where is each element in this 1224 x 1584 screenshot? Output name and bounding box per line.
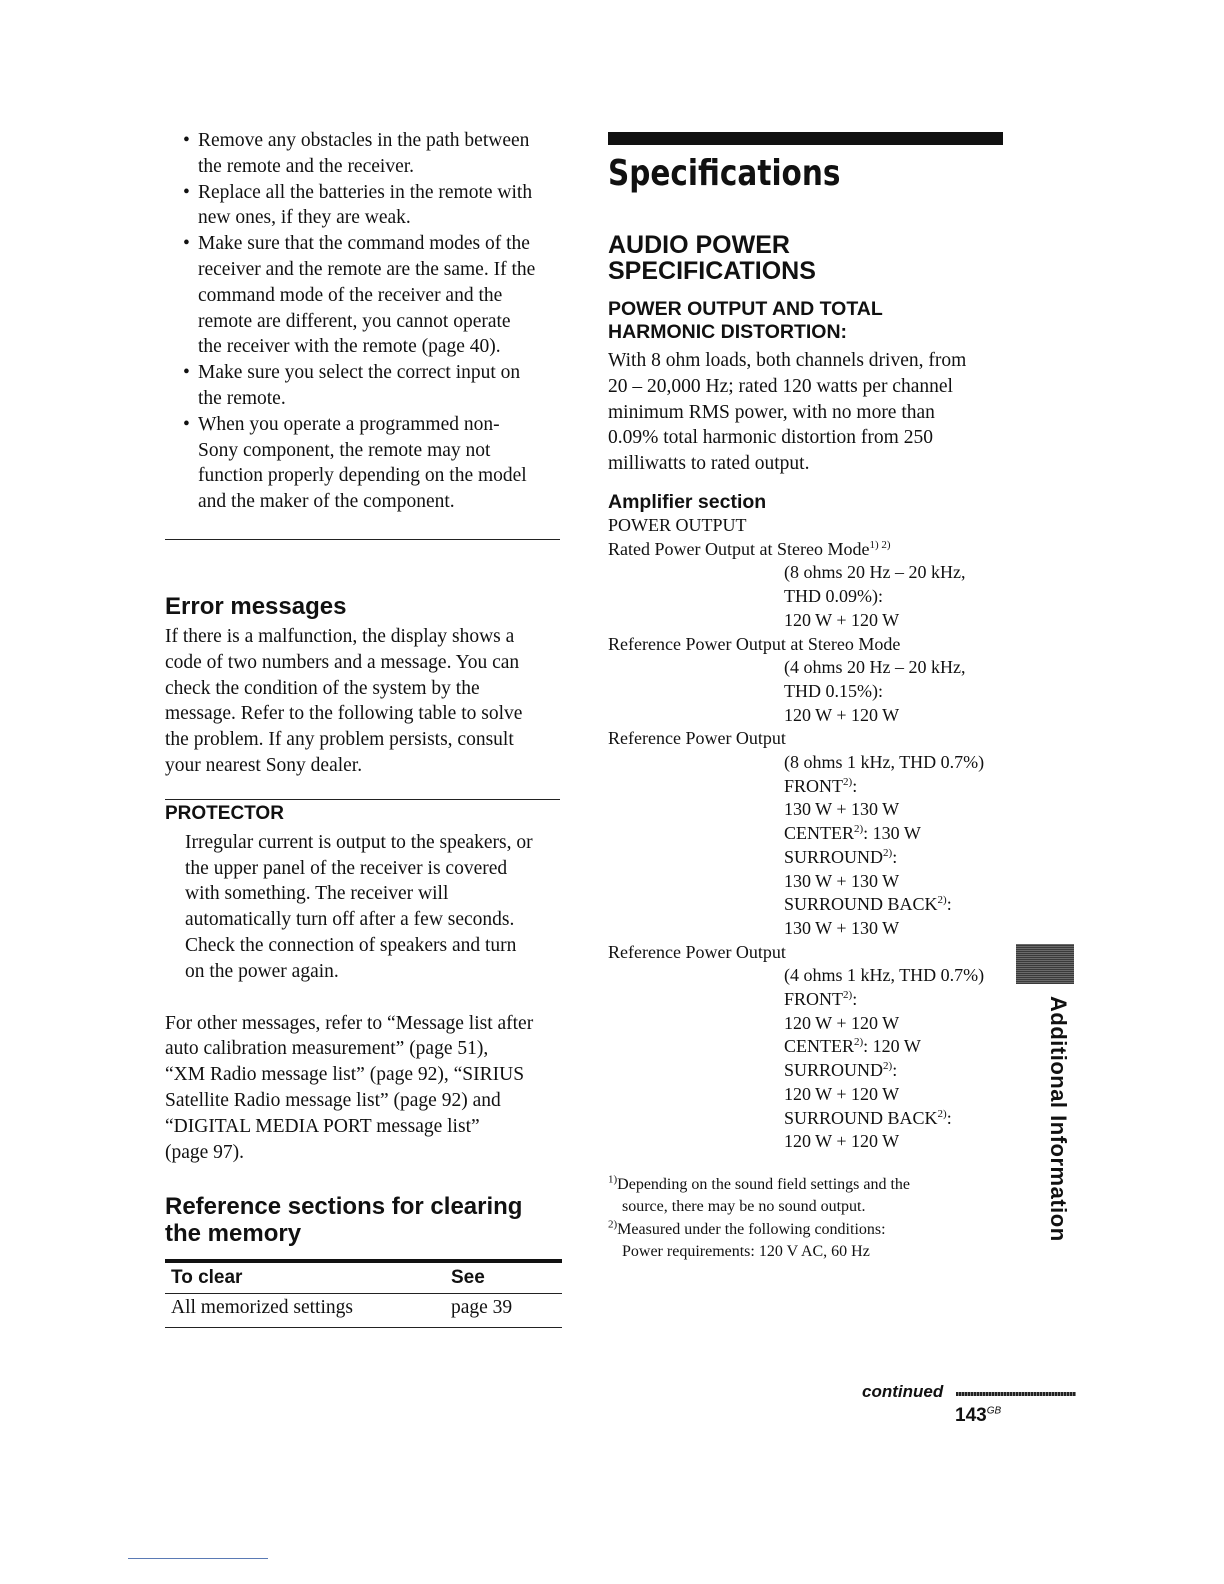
error-messages-heading: Error messages [165,592,347,620]
bullet-line: command mode of the receiver and the [198,284,503,306]
text-line: With 8 ohm loads, both channels driven, from [608,350,967,371]
text-line: message. Refer to the following table to solve [165,703,523,725]
footnote-2-cont: Power requirements: 120 V AC, 60 Hz [622,1243,870,1261]
bullet-icon: • [183,362,190,384]
bullet-line: Make sure that the command modes of the [198,233,530,255]
bullet-icon: • [183,233,190,255]
footnote-ref: 2) [883,1060,893,1073]
spec-channel-surround-back: SURROUND BACK$^{2)}$: [784,894,952,915]
amplifier-section-heading: Amplifier section [608,490,767,513]
spec-value: 130 W + 130 W [784,917,900,938]
page-title: Specifications [608,153,841,194]
clear-memory-table [165,1259,562,1328]
spec-value: 130 W + 130 W [784,799,900,820]
spec-channel-center [608,1035,1008,1059]
page-number [955,1405,1001,1427]
heading-line: Reference sections for clearing [165,1193,523,1221]
text-line: If there is a malfunction, the display shows a [165,625,515,647]
bullet-line: the remote and the receiver. [198,155,415,177]
spec-value: : 130 W [863,823,921,844]
footnote-ref: 2) [937,894,947,907]
spec-condition: (8 ohms 20 Hz – 20 kHz, [784,562,966,583]
spec-value: 120 W + 120 W [784,1012,900,1033]
heading-line: POWER OUTPUT AND TOTAL [608,298,883,320]
text-line: with something. The receiver will [185,883,449,905]
spec-value: : 120 W [863,1036,921,1057]
table-row [165,1294,562,1328]
footnote-mark: 1) [608,1173,618,1186]
footnote-ref: 2) [937,1107,947,1120]
bullet-line: the remote. [198,387,286,409]
bullet-item-obstacles [165,128,560,180]
bullet-line: function properly depending on the model [198,465,527,487]
channel-name: SURROUND BACK [784,1107,938,1128]
text-line: Satellite Radio message list” (page 92) and [165,1089,501,1111]
bullet-line: Replace all the batteries in the remote with [198,181,533,203]
bullet-line: Remove any obstacles in the path between [198,130,530,151]
text-line: For other messages, refer to “Message list after [165,1012,534,1034]
footnote-1-cont: source, there may be no sound output. [622,1198,866,1216]
power-output-text [608,348,1008,477]
spec-channel-front: FRONT$^{2)}$: [784,775,858,796]
footnote-ref: 2) [883,846,893,859]
spec-value: 120 W + 120 W [784,704,900,725]
channel-name: FRONT [784,989,844,1010]
cell-item: All memorized settings [165,1294,445,1328]
spec-channel-surround-back: SURROUND BACK$^{2)}$: [784,1107,952,1128]
text-line: minimum RMS power, with no more than [608,401,935,423]
other-messages-text [165,1011,560,1166]
reference-power-label-8ohm: Reference Power Output [608,728,786,749]
right-column [608,132,1008,1264]
bullet-item-command-modes [165,231,560,360]
footnote-mark: 2) [608,1218,618,1231]
protector-text [165,830,560,985]
bullet-line: and the maker of the component. [198,491,455,513]
page-number-value: 143 [955,1405,987,1426]
channel-name: FRONT [784,775,844,796]
heading-line: HARMONIC DISTORTION: [608,321,848,343]
text-line: the upper panel of the receiver is covered [185,857,508,879]
title-bar [608,132,1003,145]
column-header-to-clear: To clear [165,1261,445,1294]
bullet-item-non-sony [165,412,560,515]
spec-condition: (4 ohms 1 kHz, THD 0.7%) [784,965,985,986]
text-line: (page 97). [165,1141,245,1163]
text-line: Check the connection of speakers and turn [185,934,517,956]
bullet-line: the receiver with the remote (page 40). [198,336,501,358]
column-header-see: See [445,1261,562,1294]
page-suffix: GB [986,1405,1002,1417]
error-messages-text [165,624,560,779]
reference-sections-heading [165,1193,560,1247]
bullet-line: When you operate a programmed non- [198,413,500,435]
footnotes [608,1174,1008,1264]
bullet-icon: • [183,413,190,435]
channel-name: CENTER [784,1036,854,1057]
continued-line [956,1392,1076,1396]
text-line: your nearest Sony dealer. [165,754,363,776]
footnote-ref: 1) 2) [869,538,891,551]
footnote-1 [608,1174,1008,1197]
spec-condition: THD 0.15%): [784,680,883,701]
text-line: milliwatts to rated output. [608,453,810,475]
text-line: 20 – 20,000 Hz; rated 120 watts per channel [608,375,953,397]
footnote-2 [608,1219,1008,1242]
protector-section [165,799,560,985]
spec-channel-surround: SURROUND$^{2)}$: [784,1060,898,1081]
section-tab-marker [1016,944,1074,984]
spec-value: 120 W + 120 W [784,1131,900,1152]
heading-line: SPECIFICATIONS [608,257,816,285]
text-line: auto calibration measurement” (page 51), [165,1038,489,1060]
footnote-ref: 2) [854,823,864,836]
bullet-icon: • [183,181,190,203]
table-header-row [165,1261,562,1294]
text-line: check the condition of the system by the [165,677,480,699]
bullet-item-correct-input [165,360,560,412]
reference-power-label-4ohm: Reference Power Output [608,941,786,962]
bullet-item-batteries [165,180,560,232]
protector-title: PROTECTOR [165,802,284,824]
power-output-label: POWER OUTPUT [608,514,747,535]
bullet-line: Sony component, the remote may not [198,439,491,461]
text-line: “XM Radio message list” (page 92), “SIRIUS [165,1064,525,1086]
troubleshooting-bullet-list [165,128,560,515]
spec-condition: (4 ohms 20 Hz – 20 kHz, [784,657,966,678]
text-line: Irregular current is output to the speakers, or [185,831,533,853]
spec-label: Rated Power Output at Stereo Mode [608,538,870,559]
spec-channel-center [608,822,1008,846]
left-column [165,128,560,1328]
spec-value: 120 W + 120 W [784,1083,900,1104]
bottom-edge-line [128,1558,268,1559]
text-line: 0.09% total harmonic distortion from 250 [608,427,933,449]
channel-name: SURROUND [784,846,884,867]
bullet-line: remote are different, you cannot operate [198,310,511,332]
channel-name: CENTER [784,823,854,844]
channel-name: SURROUND BACK [784,894,938,915]
footnote-ref: 2) [854,1036,864,1049]
footnote-text: Depending on the sound field settings and the [617,1175,911,1193]
footnote-ref: 2) [843,775,853,788]
spec-condition: (8 ohms 1 kHz, THD 0.7%) [784,752,985,773]
text-line: code of two numbers and a message. You can [165,651,520,673]
text-line: the problem. If any problem persists, consult [165,729,514,751]
audio-power-heading [608,232,1008,284]
spec-channel-front: FRONT$^{2)}$: [784,989,858,1010]
section-divider [165,539,560,540]
channel-name: SURROUND [784,1060,884,1081]
spec-channel-surround: SURROUND$^{2)}$: [784,846,898,867]
power-output-heading [608,298,1008,344]
text-line: “DIGITAL MEDIA PORT message list” [165,1115,480,1137]
section-tab-label: Additional Information [1046,996,1071,1242]
amplifier-specs [608,514,1008,1154]
reference-stereo-label: Reference Power Output at Stereo Mode [608,633,901,654]
spec-condition: THD 0.09%): [784,586,883,607]
spec-value: 120 W + 120 W [784,609,900,630]
text-line: on the power again. [185,960,339,982]
footnote-text: Measured under the following conditions: [617,1220,886,1238]
bullet-line: new ones, if they are weak. [198,207,411,229]
continued-label: continued [862,1382,944,1401]
spec-value: 130 W + 130 W [784,870,900,891]
bullet-line: receiver and the remote are the same. If the [198,258,536,280]
bullet-icon: • [183,130,190,151]
text-line: automatically turn off after a few seconds. [185,909,515,931]
rated-power-label [608,538,1008,562]
heading-line: the memory [165,1220,302,1248]
heading-line: AUDIO POWER [608,231,790,259]
footnote-ref: 2) [843,989,853,1002]
bullet-line: Make sure you select the correct input on [198,362,521,384]
cell-see: page 39 [445,1294,562,1328]
